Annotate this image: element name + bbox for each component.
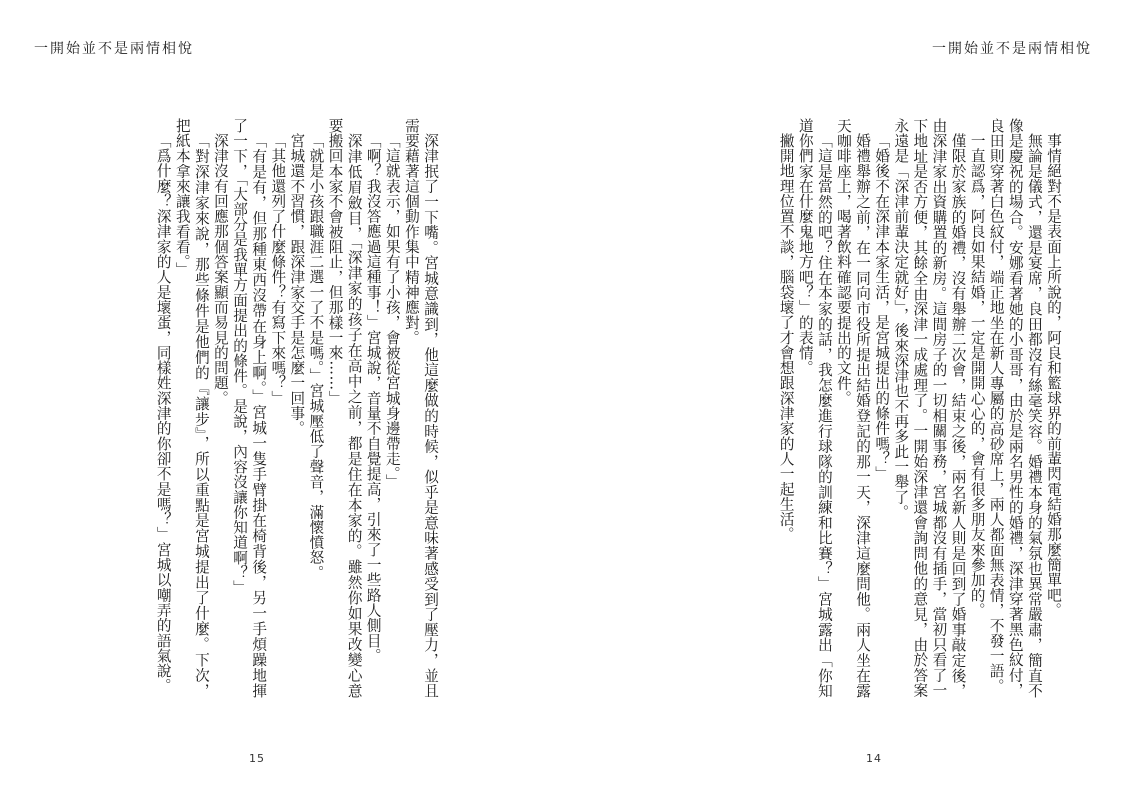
- running-title-left: 一開始並不是兩情相悅: [34, 41, 194, 57]
- left-page-body: [80, 118, 440, 698]
- paragraph: 「啊？我沒答應過這種事！」宮城說，音量不自覺提高，引來了一些路人側目。: [364, 132, 382, 663]
- paragraph: 無論是儀式，還是宴席，良田都沒有絲毫笑容。婚禮本身的氣氛也異常嚴肅，簡直不像是慶祝的場合。安娜看著她的小哥哥，由於是兩名男性的婚禮，深津穿著黑色紋付，良田則穿著白色紋付，端正地坐在新人專屬的高砂席上，兩人都面無表情，不發一語。: [987, 118, 1043, 698]
- right-page: [564, 0, 1128, 800]
- paragraph: 「這是當然的吧？住在本家的話，我怎麼進行球隊的訓練和比賽？」宮城露出「你知道你們家在什麼鬼地方吧？」的表情。: [796, 118, 833, 698]
- paragraph: 「有是有，但那種東西沒帶在身上啊。」宮城一隻手臂掛在椅背後，另一手煩躁地揮了一下，「大部分是我單方面提出的條件。是說，內容沒讓你知道啊？」: [231, 118, 268, 698]
- paragraph: 婚禮舉辦之前，在一同向市役所提出結婚登記的那一天，深津這麼問他。兩人坐在露天咖啡座上，喝著飲料確認要提出的文件。: [834, 118, 872, 698]
- paragraph: 「婚後不在深津本家生活，是宮城提出的條件嗎？」: [873, 132, 891, 482]
- paragraph: 「爲什麼？深津家的人是壞蛋，同樣姓深津的你卻不是嗎？」宮城以嘲弄的語氣說。: [154, 132, 172, 694]
- paragraph: 深津低眉斂目，「深津家的孩子在高中之前，都是住在本家的。雖然你如果改變心意要搬回本家不會被阻止，但那樣一來……」: [326, 118, 363, 698]
- page-number-left: 15: [249, 752, 265, 765]
- running-title-right: 一開始並不是兩情相悅: [932, 41, 1092, 57]
- paragraph: 深津沒有回應那個答案顯而易見的問題。: [211, 132, 229, 406]
- paragraph: 宮城還不習慣，跟深津家交手是怎麼一回事。: [288, 132, 306, 436]
- paragraph: 「對深津家來說，那些條件是他們的『讓步』，所以重點是宮城提出了什麼。下次，把紙本拿來讓我看看。」: [173, 118, 210, 698]
- paragraph: 「這就表示，如果有了小孩，會被從宮城身邊帶走。」: [383, 132, 401, 489]
- paragraph: 事情絕對不是表面上所說的，阿良和籃球界的前輩閃電結婚那麼簡單吧。: [1045, 132, 1062, 618]
- page-number-right: 14: [866, 752, 882, 765]
- paragraph: 深津抿了一下嘴。宮城意識到，他這麼做的時候，似乎是意味著感受到了壓力，並且需要藉著這個動作集中精神應對。: [402, 118, 439, 698]
- paragraph: 僅限於家族的婚禮，沒有舉辦二次會，結束之後，兩名新人則是回到了婚事敲定後，由深津家出資購置的新房。這間房子的一切相關事務，宮城都沒有插手，當初只看了一下地址是否方便，其餘全由深津一成處理了。一開始深津還會詢問他的意見，由於答案永遠是「深津前輩決定就好」，後來深津也不再多此一舉了。: [892, 118, 967, 698]
- right-page-body: [690, 118, 1063, 698]
- paragraph: 「就是小孩跟職涯二選一了不是嗎。」宮城壓低了聲音，滿懷憤怒。: [307, 132, 325, 580]
- paragraph: 一直認爲，阿良如果結婚，一定是開開心心的，會有很多朋友來參加的。: [968, 132, 986, 618]
- paragraph: 「其他還列了什麼條件？有寫下來嗎？」: [269, 132, 287, 406]
- paragraph: 撇開地理位置不談，腦袋壞了才會想跟深津家的人一起生活。: [777, 132, 795, 542]
